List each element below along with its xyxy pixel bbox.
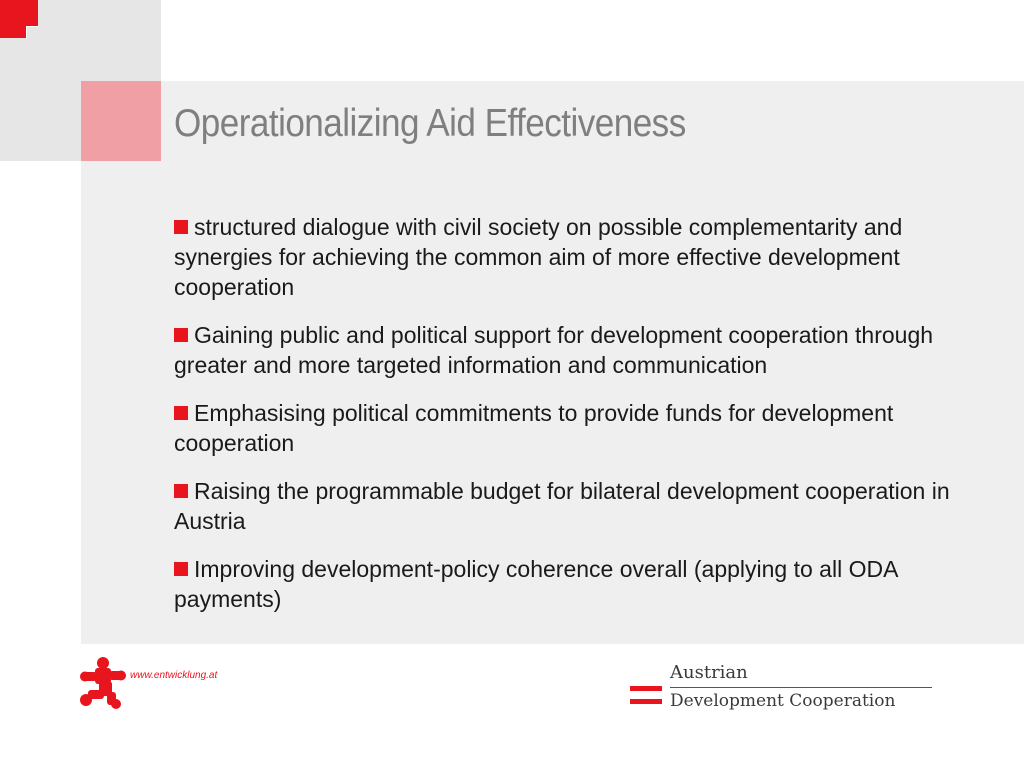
flag-icon: [630, 686, 662, 704]
bullet-text: structured dialogue with civil society on possible complementarity and synergies for achieving the common aim of more effective development cooperation: [174, 214, 903, 300]
bullet-item: [174, 398, 964, 458]
bullet-item: [174, 212, 964, 302]
logo-divider: [670, 687, 932, 688]
website-link[interactable]: www.entwicklung.at: [130, 670, 218, 681]
bullet-text: Gaining public and political support for development cooperation through greater and more targeted information and communication: [174, 322, 934, 378]
org-name-line1: Austrian: [670, 662, 748, 683]
ada-logo: [628, 662, 938, 714]
bullet-text: Raising the programmable budget for bilateral development cooperation in Austria: [174, 478, 950, 534]
square-bullet-icon: [174, 484, 188, 498]
slide-title: Operationalizing Aid Effectiveness: [174, 102, 686, 145]
square-bullet-icon: [174, 406, 188, 420]
bullet-text: Emphasising political commitments to provide funds for development cooperation: [174, 400, 894, 456]
bullet-text: Improving development-policy coherence overall (applying to all ODA payments): [174, 556, 898, 612]
puzzle-icon: [80, 656, 126, 710]
bullet-item: [174, 476, 964, 536]
bullet-item: [174, 320, 964, 380]
bullet-item: [174, 554, 964, 614]
bullet-list: [174, 212, 964, 632]
org-name-line2: Development Cooperation: [670, 691, 896, 711]
decorative-small-square: [26, 26, 38, 38]
decorative-pink-square: [81, 81, 161, 161]
square-bullet-icon: [174, 220, 188, 234]
square-bullet-icon: [174, 562, 188, 576]
square-bullet-icon: [174, 328, 188, 342]
entwicklung-logo: [80, 656, 220, 710]
